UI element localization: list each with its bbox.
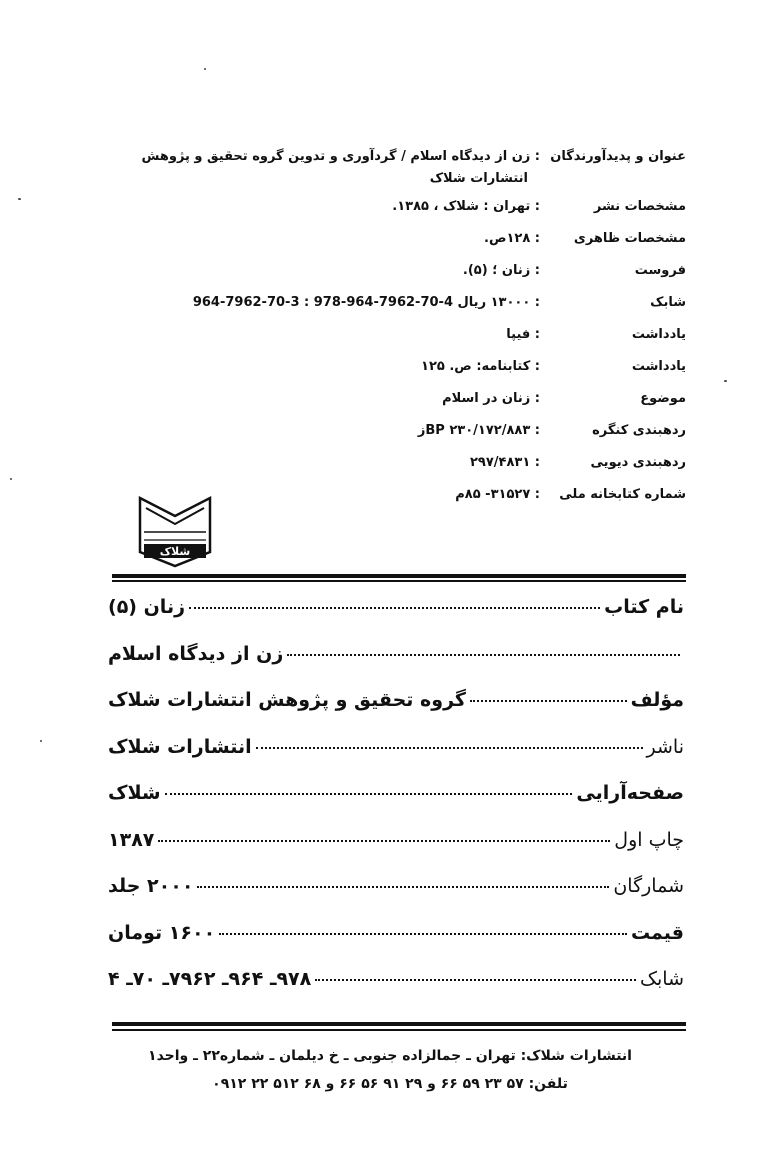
scan-speck [18, 198, 21, 200]
scan-speck [724, 380, 727, 382]
info-label: مؤلف [630, 689, 684, 711]
leader-dots [189, 607, 600, 609]
scan-speck [204, 68, 206, 70]
info-value: انتشارات شلاک [108, 735, 252, 758]
catalog-value: : زن از دیدگاه اسلام / گردآوری و تدوین گروه تحقیق و پژوهش [141, 149, 540, 164]
catalog-row-publication [130, 200, 686, 232]
publisher-address: انتشارات شلاک: تهران ـ جمالزاده جنوبی ـ خ دیلمان ـ شماره۲۲ ـ واحد۱ [148, 1048, 632, 1064]
catalog-label: عنوان و پدیدآورندگان [550, 149, 686, 164]
catalog-label: ردهبندی دیویی [590, 455, 686, 470]
catalog-label: شماره کتابخانه ملی [559, 487, 686, 502]
catalog-row-title-continued [130, 172, 686, 200]
catalog-value: : زنان ؛ (۵). [462, 263, 540, 278]
scan-speck [10, 478, 12, 480]
catalog-row-note [130, 328, 686, 360]
catalog-value: انتشارات شلاک [429, 171, 528, 186]
info-row-publisher [108, 736, 684, 783]
info-label: ناشر [646, 735, 684, 758]
divider [112, 1029, 686, 1031]
leader-dots [287, 654, 680, 656]
leader-dots [256, 747, 643, 749]
divider [112, 1022, 686, 1026]
leader-dots [315, 979, 636, 981]
info-row-author [108, 689, 684, 736]
catalog-label: مشخصات نشر [593, 199, 686, 214]
catalog-value: : BP ۲۳۰/۱۷۲/۸۸۳ز [417, 423, 540, 438]
catalog-value: : ۲۹۷/۴۸۳۱ [469, 455, 540, 470]
info-row-edition [108, 829, 684, 876]
catalog-value: : ۱۲۸ص. [484, 231, 540, 246]
catalog-value: : تهران : شلاک ، ۱۳۸۵. [392, 199, 540, 214]
info-value: ۲۰۰۰ جلد [108, 875, 194, 897]
info-value: شلاک [108, 782, 161, 804]
publisher-phone: تلفن: ۵۷ ۲۳ ۵۹ ۶۶ و ۲۹ ۹۱ ۵۶ ۶۶ و ۶۸ ۵۱۲ ۲۲ ۰۹۱۲ [212, 1076, 568, 1092]
info-label: شمارگان [613, 875, 684, 897]
publisher-footer [100, 1042, 680, 1098]
catalog-label: ردهبندی کنگره [592, 423, 686, 438]
info-row-price [108, 922, 684, 969]
catalog-label: یادداشت [631, 327, 686, 342]
info-value: زن از دیدگاه اسلام [108, 642, 284, 665]
catalog-value: : ۳۱۵۲۷- ۸۵م [455, 487, 540, 502]
info-row-subtitle [108, 643, 684, 690]
catalog-row-bibliography [130, 360, 686, 392]
catalog-value: : کتابنامه: ص. ۱۲۵ [421, 359, 540, 374]
info-value: ۹۷۸ـ ۹۶۴ـ ۷۹۶۲ـ ۷۰ـ ۴ [108, 968, 312, 990]
info-label: قیمت [630, 921, 684, 944]
info-label: صفحه‌آرایی [576, 782, 684, 804]
catalog-label: موضوع [640, 391, 686, 406]
divider [112, 580, 686, 582]
info-label: شابک [639, 968, 684, 990]
leader-dots [158, 840, 610, 842]
info-row-print-run [108, 875, 684, 922]
info-label: نام کتاب [604, 596, 684, 618]
divider [112, 574, 686, 578]
catalog-row-subject [130, 392, 686, 424]
catalog-value: : ۱۳۰۰۰ ریال 4-70-7962-964-978 : 3-70-7962-964 [192, 295, 540, 310]
catalog-row-isbn [130, 296, 686, 328]
leader-dots [165, 793, 573, 795]
catalog-row-series [130, 264, 686, 296]
catalog-row-title [130, 150, 686, 172]
publisher-logo-icon [136, 494, 214, 570]
logo-wordmark: شلاک [159, 545, 191, 558]
info-label: چاپ اول [614, 828, 684, 851]
catalog-row-physical [130, 232, 686, 264]
leader-dots [197, 886, 609, 888]
info-row-layout [108, 782, 684, 829]
info-row-isbn [108, 968, 684, 1015]
scan-speck [40, 740, 42, 742]
catalog-value: : فیپا [506, 327, 540, 342]
cataloguing-block [130, 150, 686, 520]
info-value: گروه تحقیق و پژوهش انتشارات شلاک [108, 689, 466, 711]
info-value: زنان (۵) [108, 596, 186, 618]
catalog-row-dewey [130, 456, 686, 488]
catalog-value: : زنان در اسلام [442, 391, 540, 406]
info-value: ۱۶۰۰ تومان [108, 921, 216, 944]
leader-dots [219, 933, 627, 935]
book-info-block [108, 596, 684, 1015]
leader-dots [470, 700, 627, 702]
catalog-label: مشخصات ظاهری [573, 231, 686, 246]
catalog-label: یادداشت [631, 359, 686, 374]
catalog-label: فروست [634, 263, 686, 278]
info-value: ۱۳۸۷ [108, 828, 155, 851]
catalog-row-lc-class [130, 424, 686, 456]
catalog-label: شابک [650, 295, 686, 310]
info-row-book-name [108, 596, 684, 643]
